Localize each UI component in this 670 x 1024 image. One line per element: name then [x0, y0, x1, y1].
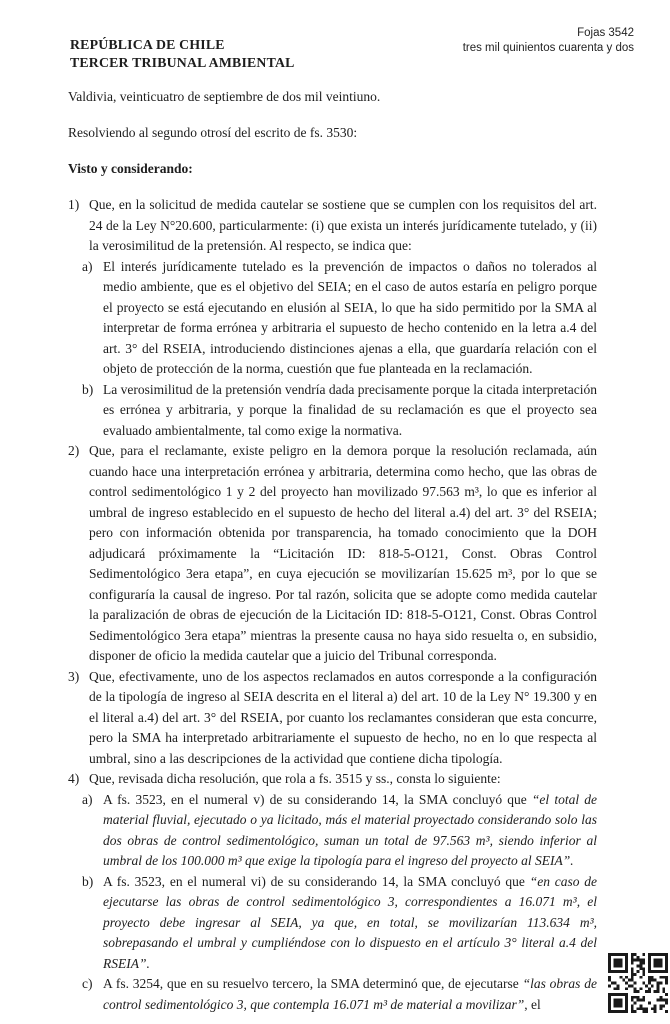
subitem-1b	[82, 380, 597, 442]
republic-line: REPÚBLICA DE CHILE	[70, 37, 225, 52]
item-text: Que, revisada dicha resolución, que rola a fs. 3515 y ss., consta lo siguiente:	[89, 771, 501, 786]
fojas-words: tres mil quinientos cuarenta y dos	[462, 41, 634, 54]
subitem-text	[103, 974, 597, 1015]
subitem-text: La verosimilitud de la pretensión vendría dada precisamente porque la citada interpretación es errónea y arbitraria, y porque la finalidad de su reclamación es que el proyecto sea evaluado ambientalmente, tal como exige la normativa.	[103, 381, 597, 438]
subitem-4c	[82, 974, 597, 1015]
fojas-number: Fojas 3542	[577, 27, 634, 39]
consideration-2	[68, 441, 597, 667]
fojas-stamp	[463, 26, 634, 55]
quoted-passage: “las obras de control sedimentológico 3, que contempla 16.071 m³ de material a movilizar”	[103, 976, 597, 1012]
item-marker: 2)	[68, 443, 80, 458]
quoted-passage: “en caso de ejecutarse las obras de control sedimentológico 3, correspondientes a 16.071 m³, el proyecto debe ingresar al SEIA, ya que, en total, se movilizarían 113.634 m³, sobrepasando el umbral y cumpliéndose con lo dispuesto en el artículo 3° literal a.4 del RSEIA”.	[103, 873, 597, 971]
consideration-3	[68, 667, 597, 770]
subitem-4b	[82, 872, 597, 975]
subitem-text: El interés jurídicamente tutelado es la prevención de impactos o daños no tolerados al medio ambiente, que es el objetivo del SEIA; en el caso de autos estaría en peligro porque el proyecto se está ejecutando en elusión al SEIA, lo que ha sido permitido por la SMA al interpretar de forma errónea y arbitraria el supuesto de hecho contenido en la letra a.4 del art. 3° del RSEIA, introduciendo distinciones ajenas a ella, que guardaría relación con el objeto de protección de la norma, cuestión que fue planteada en la reclamación.	[103, 258, 597, 376]
item-marker: 4)	[68, 771, 80, 786]
quote-lead: A fs. 3254, que en su resuelvo tercero, la SMA determinó que, de ejecutarse	[103, 976, 523, 991]
qr-code	[608, 953, 668, 1013]
subitem-1a	[82, 257, 597, 380]
date-line: Valdivia, veinticuatro de septiembre de dos mil veintiuno.	[68, 89, 381, 104]
subitem-marker: a)	[82, 258, 93, 274]
tribunal-line: TERCER TRIBUNAL AMBIENTAL	[70, 54, 295, 70]
consideration-4	[68, 769, 597, 1015]
section-heading: Visto y considerando:	[68, 161, 193, 176]
item-text: Que, efectivamente, uno de los aspectos reclamados en autos corresponde a la configuración de la tipología de ingreso al SEIA descrita en el literal a) del art. 10 de la Ley N° 19.300 y en el literal a.4) del art. 3° del RSEIA, por cuanto los reclamantes consideran que esta concurre, pero la SMA ha interpretado arbitrariamente el supuesto de hecho, no en lo que respecta al umbral, sino a las descripciones de la actividad que contiene dicha tipología.	[89, 668, 597, 766]
quoted-passage: “el total de material fluvial, ejecutado o ya licitado, más el material proyectado considerando solo las dos obras de control sedimentológico, suman un total de 97.563 m³, siendo inferior al umbral de los 100.000 m³ que exige la tipología para el ingreso del proyecto al SEIA”.	[103, 791, 597, 868]
resolving-line: Resolviendo al segundo otrosí del escrito de fs. 3530:	[68, 125, 358, 140]
item-text: Que, para el reclamante, existe peligro en la demora porque la resolución reclamada, aún cuando hace una interpretación errónea y arbitraria, determina como hecho, que las obras de control sedimentológico 1 y 2 del proyecto han movilizado 97.563 m³, lo que es inferior al umbral de ingreso establecido en el supuesto de hecho del literal a.4) del art. 3° del RSEIA; pero con información obtenida por transparencia, ha tomado conocimiento que la DOH adjudicará próximamente la “Licitación ID: 818-5-O121, Const. Obras Control Sedimentológico 3era etapa”, en cuya ejecución se movilizarían 15.625 m³, por lo que se configuraría la causal de ingreso. Por tal razón, solicita que se adopte como medida cautelar la paralización de obras de ejecución de la Licitación ID: 818-5-O121, Const. Obras Control Sedimentológico 3era etapa” mientras la presente causa no haya sido resuelta o, en subsidio, disponer de oficio la medida cautelar que a juicio del Tribunal corresponda.	[89, 443, 597, 663]
tribunal-letterhead	[70, 36, 295, 71]
resolution-body	[68, 87, 597, 1015]
item-marker: 3)	[68, 668, 80, 684]
subitem-marker: a)	[82, 791, 93, 807]
subitem-marker: c)	[82, 976, 93, 991]
item-text: Que, en la solicitud de medida cautelar se sostiene que se cumplen con los requisitos del art. 24 de la Ley N°20.600, particularmente: (i) que exista un interés jurídicamente tutelado, y (ii) la verosimilitud de la pretensión. Al respecto, se indica que:	[89, 197, 597, 253]
consideration-1	[68, 195, 597, 441]
subitem-marker: b)	[82, 381, 94, 397]
subitem-text	[103, 790, 597, 872]
subitem-4a	[82, 790, 597, 872]
quote-lead: A fs. 3523, en el numeral vi) de su considerando 14, la SMA concluyó que	[103, 873, 530, 889]
quote-lead: A fs. 3523, en el numeral v) de su considerando 14, la SMA concluyó que	[103, 791, 532, 807]
considerations-list	[68, 195, 597, 1015]
subitem-marker: b)	[82, 873, 94, 889]
quote-tail: , el	[524, 996, 541, 1012]
subitem-text	[103, 872, 597, 975]
item-marker: 1)	[68, 197, 80, 212]
